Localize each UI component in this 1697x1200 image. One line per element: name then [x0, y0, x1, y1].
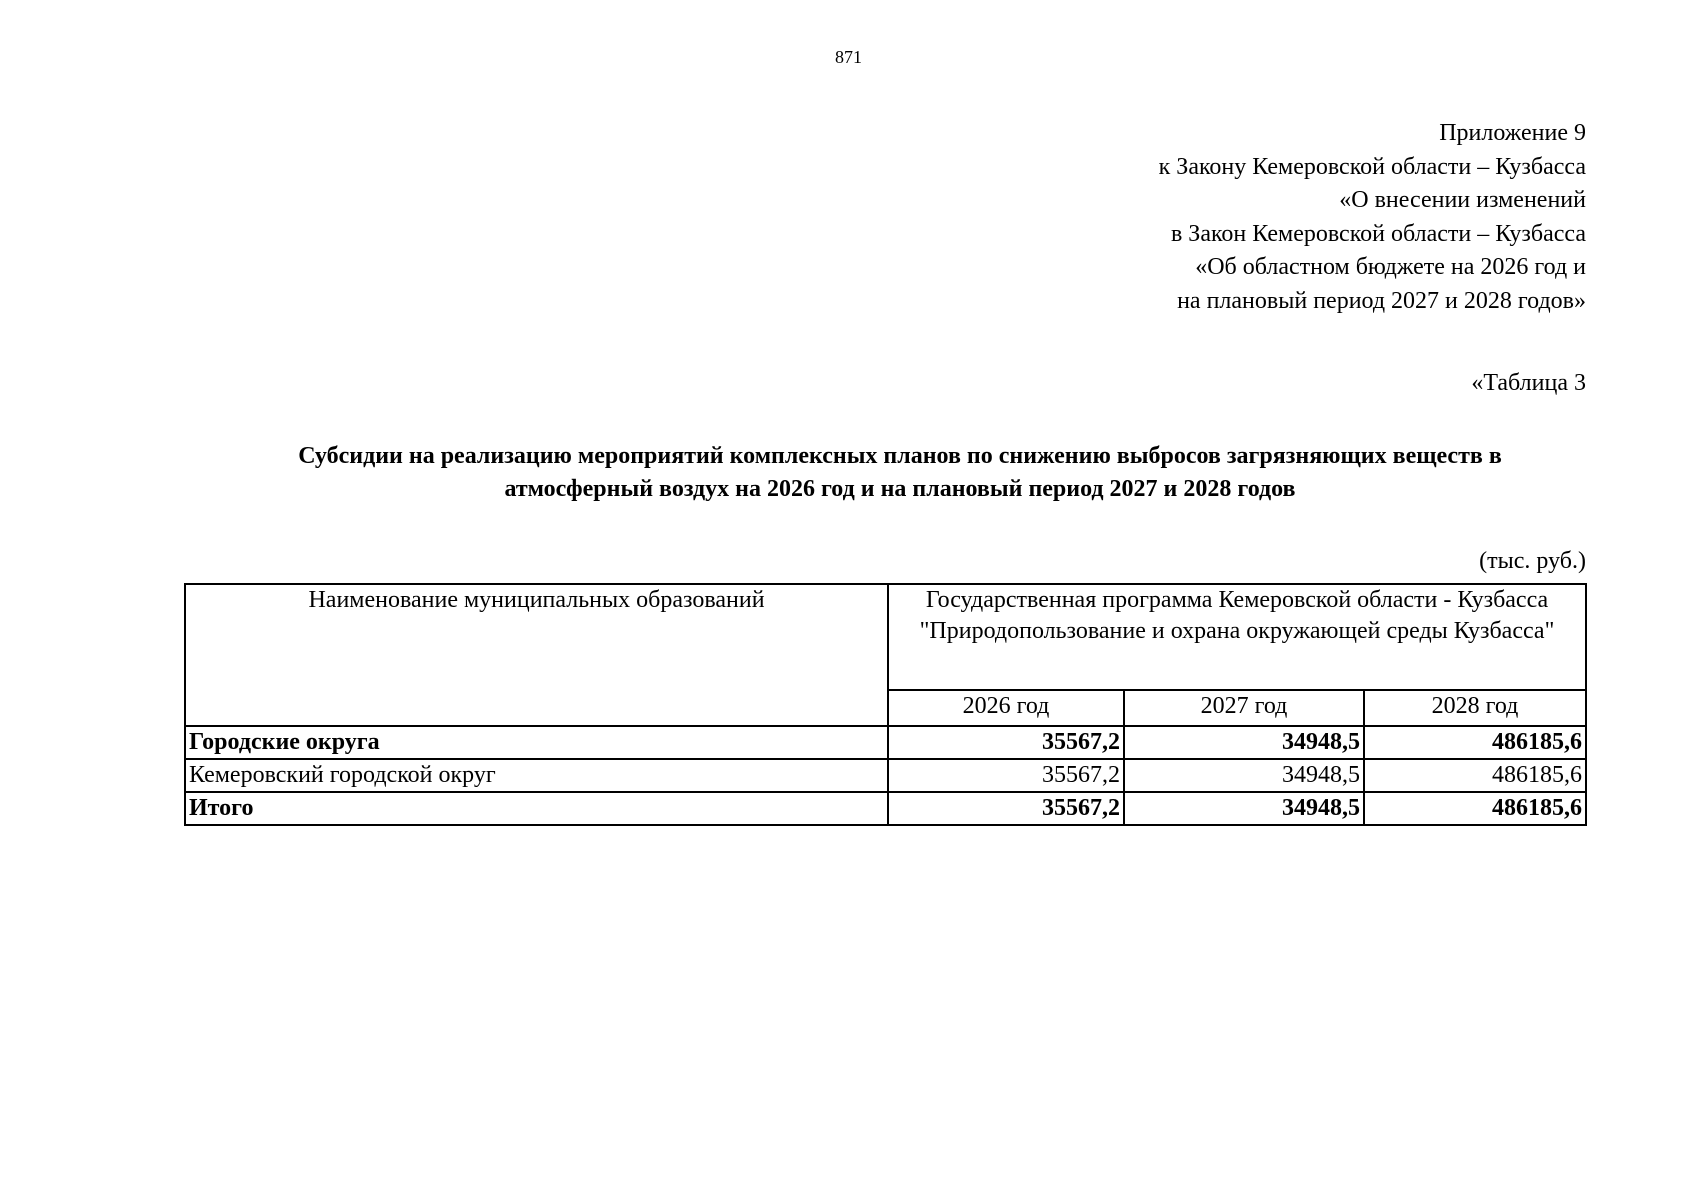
- value-2027: 34948,5: [1124, 759, 1364, 792]
- year-header-2027: 2027 год: [1124, 690, 1364, 726]
- appendix-line: Приложение 9: [1439, 120, 1586, 146]
- appendix-header: [1159, 117, 1586, 318]
- municipality-name: Итого: [185, 792, 888, 825]
- year-header-2026: 2026 год: [888, 690, 1124, 726]
- table-row: [185, 759, 1586, 792]
- year-header-2028: 2028 год: [1364, 690, 1586, 726]
- title-line-1: Субсидии на реализацию мероприятий комплексных планов по снижению выбросов загрязняющих веществ в: [298, 443, 1502, 469]
- title-line-2: атмосферный воздух на 2026 год и на плановый период 2027 и 2028 годов: [504, 476, 1296, 502]
- appendix-line: «О внесении изменений: [1339, 187, 1586, 213]
- value-2026: 35567,2: [888, 759, 1124, 792]
- value-2026: 35567,2: [888, 726, 1124, 759]
- municipality-column-header: Наименование муниципальных образований: [185, 584, 888, 726]
- appendix-line: «Об областном бюджете на 2026 год и: [1195, 254, 1586, 280]
- table-row: [185, 792, 1586, 825]
- value-2028: 486185,6: [1364, 759, 1586, 792]
- appendix-line: к Закону Кемеровской области – Кузбасса: [1158, 153, 1586, 180]
- table-reference: «Таблица 3: [1471, 370, 1586, 396]
- subsidy-table: [184, 583, 1587, 826]
- appendix-line: на плановый период 2027 и 2028 годов»: [1177, 287, 1586, 314]
- value-2027: 34948,5: [1124, 726, 1364, 759]
- table-row: [185, 726, 1586, 759]
- appendix-line: в Закон Кемеровской области – Кузбасса: [1170, 220, 1586, 247]
- page-number: 871: [835, 47, 862, 67]
- value-2027: 34948,5: [1124, 792, 1364, 825]
- value-2028: 486185,6: [1364, 726, 1586, 759]
- program-column-header: Государственная программа Кемеровской области - Кузбасса "Природопользование и охрана окружающей среды Кузбасса": [888, 584, 1586, 690]
- municipality-name: Кемеровский городской округ: [185, 759, 888, 792]
- document-title: [190, 440, 1610, 506]
- value-2028: 486185,6: [1364, 792, 1586, 825]
- value-2026: 35567,2: [888, 792, 1124, 825]
- units-label: (тыс. руб.): [1479, 548, 1586, 574]
- municipality-name: Городские округа: [185, 726, 888, 759]
